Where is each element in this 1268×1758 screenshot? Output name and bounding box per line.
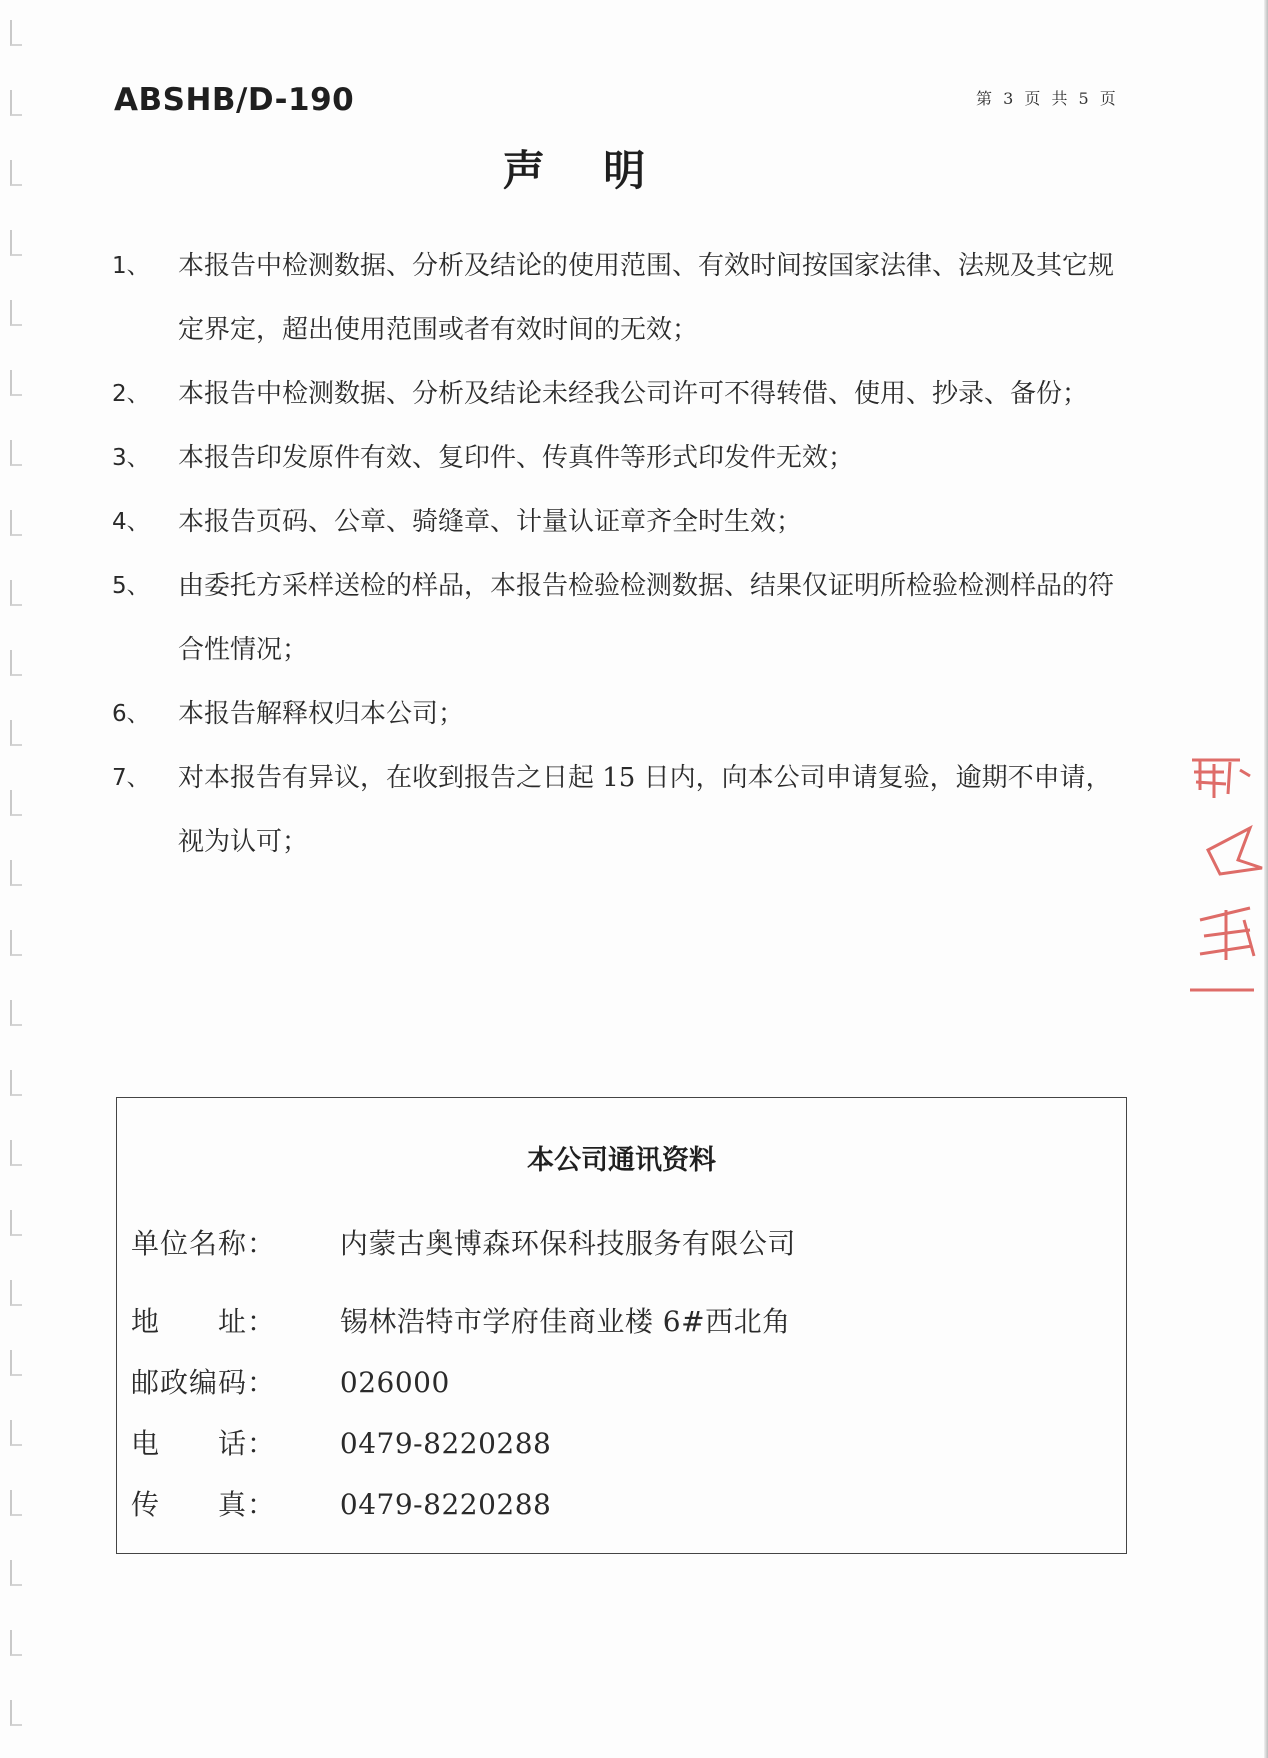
- declaration-text: 本报告中检测数据、分析及结论未经我公司许可不得转借、使用、抄录、备份；: [178, 379, 1089, 409]
- declaration-number: 3、: [112, 445, 150, 471]
- contact-value: 锡林浩特市学府佳商业楼 6#西北角: [339, 1305, 791, 1338]
- declaration-item: [112, 490, 1122, 554]
- declaration-text: 由委托方采样送检的样品，本报告检验检测数据、结果仅证明所检验检测样品的符合性情况；: [178, 571, 1115, 665]
- declaration-item: [112, 362, 1122, 426]
- declaration-text: 本报告解释权归本公司；: [178, 699, 465, 729]
- declaration-text: 对本报告有异议，在收到报告之日起 15 日内，向本公司申请复验，逾期不申请，视为认可；: [178, 763, 1112, 857]
- declaration-list: [112, 234, 1122, 874]
- declaration-item: [112, 426, 1122, 490]
- binding-holes: [10, 20, 26, 1740]
- declaration-text: 本报告印发原件有效、复印件、传真件等形式印发件无效；: [178, 443, 855, 473]
- contact-label: 地 址：: [131, 1305, 277, 1338]
- contact-row-fax: [131, 1483, 551, 1523]
- declaration-number: 4、: [112, 509, 150, 535]
- declaration-item: [112, 554, 1122, 682]
- contact-label: 邮政编码：: [131, 1366, 277, 1399]
- declaration-number: 7、: [112, 765, 150, 791]
- contact-value: 0479-8220288: [339, 1427, 552, 1460]
- contact-label: 电 话：: [131, 1427, 277, 1460]
- declaration-number: 1、: [112, 253, 150, 279]
- document-code: ABSHB/D-190: [114, 82, 355, 118]
- declaration-text: 本报告中检测数据、分析及结论的使用范围、有效时间按国家法律、法规及其它规定界定，超出使用范围或者有效时间的无效；: [178, 251, 1115, 345]
- contact-row-company: [131, 1222, 796, 1262]
- contact-value: 0479-8220288: [339, 1488, 552, 1521]
- contact-value: 内蒙古奥博森环保科技服务有限公司: [339, 1227, 796, 1260]
- declaration-number: 2、: [112, 381, 150, 407]
- contact-row-address: [131, 1300, 791, 1340]
- declaration-item: [112, 746, 1122, 874]
- contact-info-box: [116, 1097, 1127, 1554]
- page-number: 第 3 页 共 5 页: [976, 89, 1119, 108]
- declaration-item: [112, 682, 1122, 746]
- declaration-number: 5、: [112, 573, 150, 599]
- contact-row-postcode: [131, 1361, 450, 1401]
- contact-row-phone: [131, 1422, 551, 1462]
- contact-label: 传 真：: [131, 1488, 277, 1521]
- declaration-item: [112, 234, 1122, 362]
- declaration-text: 本报告页码、公章、骑缝章、计量认证章齐全时生效；: [178, 507, 803, 537]
- declaration-number: 6、: [112, 701, 150, 727]
- contact-value: 026000: [339, 1366, 450, 1399]
- red-seal-fragment: [1180, 750, 1268, 1010]
- contact-label: 单位名称：: [131, 1227, 277, 1260]
- contact-title: 本公司通讯资料: [527, 1145, 716, 1176]
- page-title: 声 明: [502, 146, 668, 195]
